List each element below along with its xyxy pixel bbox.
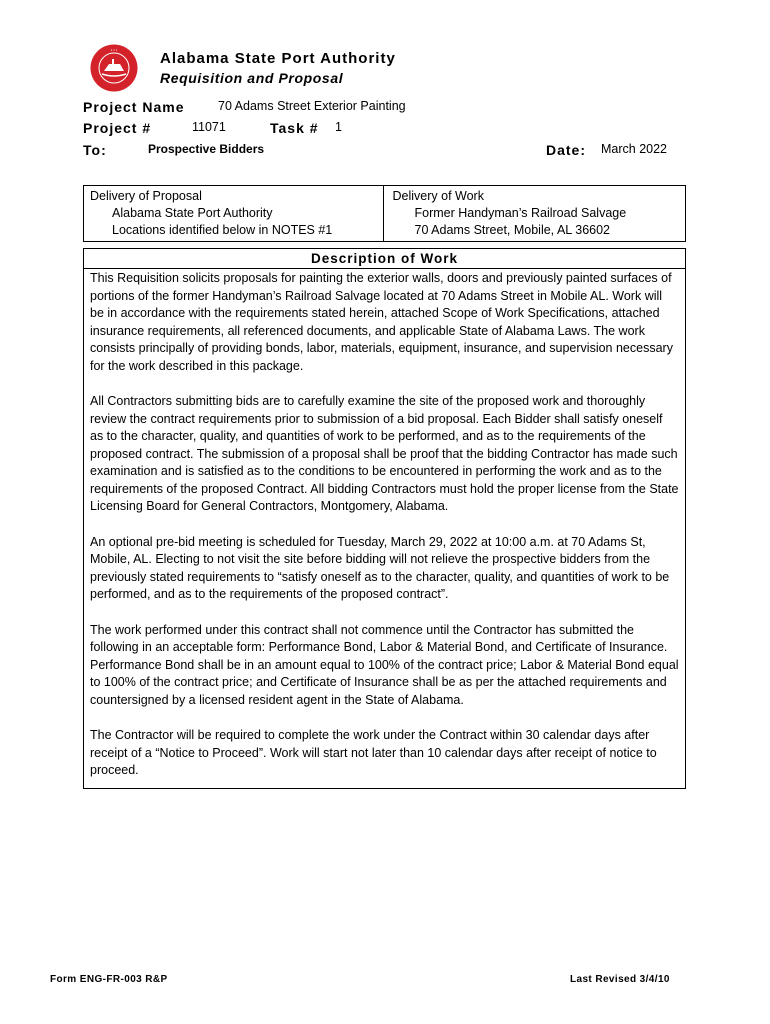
description-paragraph-3: An optional pre-bid meeting is scheduled for Tuesday, March 29, 2022 at 10:00 a.m. at 70 Adams St, Mobile, AL. Electing to not visit the site before bidding will not relieve the prospective bidders from the previously stated requirements to “satisfy oneself as to the character, quality, and quantities of work to be performed, and as to the requirements of the proposed contract”. — [90, 534, 670, 601]
to-label: To: — [83, 142, 107, 158]
delivery-work-title: Delivery of Work — [392, 189, 484, 203]
delivery-of-proposal — [84, 186, 383, 241]
description-paragraph-4: The work performed under this contract shall not commence until the Contractor has submitted the following in an acceptable form: Performance Bond, Labor & Material Bond, and Certificate of Insurance. Performance Bond shall be in an amount equal to 100% of the contract price; Labor & Material Bond equal to 100% of the contract price; and Certificate of Insurance shall be as per the attached requirements and countersigned by a licensed resident agent in the State of Alabama. — [90, 622, 679, 707]
description-paragraph-5: The Contractor will be required to complete the work under the Contract within 30 calendar days after receipt of a “Notice to Proceed”. Work will start not later than 10 calendar days after receipt of notice to proceed. — [90, 728, 657, 777]
delivery-proposal-line-1: Alabama State Port Authority — [112, 206, 273, 220]
last-revised: Last Revised 3/4/10 — [570, 974, 670, 985]
form-id: Form ENG-FR-003 R&P — [50, 974, 168, 985]
project-name-value: 70 Adams Street Exterior Painting — [218, 99, 406, 113]
delivery-proposal-line-2: Locations identified below in NOTES #1 — [112, 223, 333, 237]
date-label: Date: — [546, 142, 587, 158]
document-title: Requisition and Proposal — [160, 70, 344, 86]
delivery-work-line-1: Former Handyman’s Railroad Salvage — [414, 206, 627, 220]
delivery-box — [83, 185, 686, 242]
task-value: 1 — [335, 120, 342, 134]
delivery-of-work — [383, 186, 686, 241]
delivery-work-line-2: 70 Adams Street, Mobile, AL 36602 — [414, 223, 610, 237]
description-body — [84, 269, 685, 780]
project-number-value: 11071 — [192, 120, 226, 134]
port-authority-seal-logo — [90, 44, 138, 92]
date-value: March 2022 — [601, 142, 668, 156]
task-label: Task # — [270, 120, 319, 136]
description-paragraph-2: All Contractors submitting bids are to carefully examine the site of the proposed work and thoroughly review the contract requirements prior to submission of a bid proposal. Each Bidder shall satisfy oneself as to the character, quality, and quantities of work to be performed, and as to the requirements of the proposed contract. The submission of a proposal shall be proof that the bidding Contractor has made such examination and is satisfied as to the conditions to be encountered in performing the work and as to the requirements of the proposed Contract. All bidding Contractors must hold the proper license from the State Licensing Board for General Contractors, Montgomery, Alabama. — [90, 394, 679, 513]
organization-name: Alabama State Port Authority — [160, 50, 396, 67]
delivery-proposal-title: Delivery of Proposal — [90, 189, 202, 203]
to-value: Prospective Bidders — [148, 142, 265, 156]
description-title: Description of Work — [84, 249, 685, 269]
project-number-label: Project # — [83, 120, 152, 136]
description-paragraph-1: This Requisition solicits proposals for painting the exterior walls, doors and previously painted surfaces of portions of the former Handyman’s Railroad Salvage located at 70 Adams Street in Mobile AL. Work will be in accordance with the requirements stated herein, attached Scope of Work Specifications, attached insurance requirements, all referenced documents, and applicable State of Alabama Laws. The work consists principally of providing bonds, labor, materials, equipment, insurance, and supervision necessary for the work described in this package. — [90, 271, 673, 373]
svg-text:• • •: • • • — [110, 47, 118, 52]
project-name-label: Project Name — [83, 99, 185, 115]
description-of-work-box — [83, 248, 686, 789]
